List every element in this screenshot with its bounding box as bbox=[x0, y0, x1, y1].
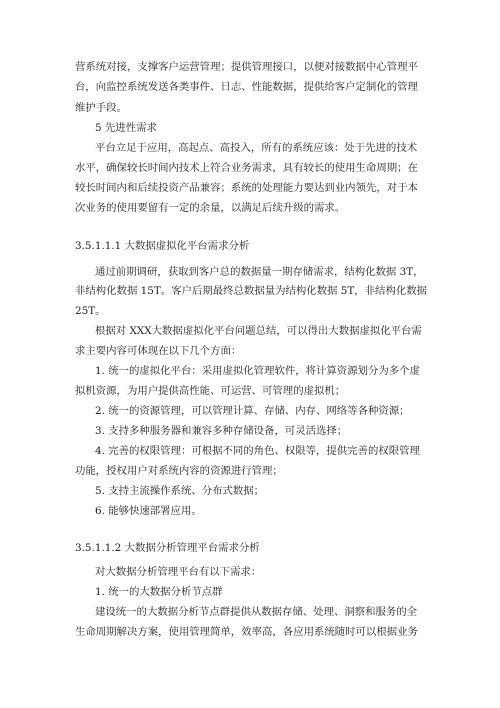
text-line: 水平，确保较长时间内技术上符合业务需求，具有较长的使用生命周期；在 bbox=[75, 162, 418, 174]
text-line: 通过前期调研，获取到客户总的数据量一期存储需求，结构化数据 3T， bbox=[95, 266, 424, 278]
text-line: 营系统对接，支撑客户运营管理；提供管理接口，以便对接数据中心管理平 bbox=[75, 61, 418, 73]
subsection-heading: 3.5.1.1.2 大数据分析管理平台需求分析 bbox=[75, 542, 260, 554]
text-line: 较长时间内和后续投资产品兼容；系统的处理能力要达到业内领先，对于本 bbox=[75, 182, 418, 194]
text-line: 对大数据分析管理平台有以下需求： bbox=[95, 566, 262, 578]
text-line: 非结构化数据 15T。客户后期最终总数据量为结构化数据 5T，非结构化数据 bbox=[75, 285, 428, 297]
text-line: 维护手段。 bbox=[75, 102, 127, 114]
list-item: 6. 能够快速部署应用。 bbox=[95, 505, 202, 517]
list-item: 4. 完善的权限管理：可根据不同的角色、权限等，提供完善的权限管理 bbox=[95, 445, 420, 457]
section-heading: 5 先进性需求 bbox=[95, 122, 157, 134]
text-line: 根据对 XXX大数据虚拟化平台问题总结，可以得出大数据虚拟化平台需 bbox=[95, 325, 422, 337]
list-item: 1. 统一的虚拟化平台：采用虚拟化管理软件，将计算资源划分为多个虚 bbox=[95, 365, 420, 377]
subsection-heading: 3.5.1.1.1 大数据虚拟化平台需求分析 bbox=[75, 240, 250, 252]
list-item: 3. 支持多种服务器和兼容多种存储设备，可灵活选择； bbox=[95, 425, 348, 437]
list-item: 5. 支持主流操作系统、分布式数据； bbox=[95, 485, 265, 497]
text-line: 平台立足于应用，高起点、高投入，所有的系统应该：处于先进的技术 bbox=[95, 142, 418, 154]
text-line: 拟机资源，为用户提供高性能、可运营、可管理的虚拟机； bbox=[75, 385, 346, 397]
list-item: 2. 统一的资源管理，可以管理计算、存储、内存、网络等各种资源； bbox=[95, 405, 410, 417]
text-line: 生命周期解决方案，使用管理简单，效率高，各应用系统随时可以根据业务 bbox=[75, 626, 418, 638]
text-line: 25T。 bbox=[75, 305, 106, 317]
text-line: 功能，授权用户对系统内容的资源进行管理； bbox=[75, 465, 283, 477]
text-line: 次业务的使用要留有一定的余量，以满足后续升级的需求。 bbox=[75, 202, 346, 214]
list-item: 1. 统一的大数据分析节点群 bbox=[95, 586, 223, 598]
text-line: 建设统一的大数据分析节点群提供从数据存储、处理、洞察和服务的全 bbox=[95, 606, 418, 618]
text-line: 台，向监控系统发送各类事件、日志、性能数据，提供给客户定制化的管理 bbox=[75, 81, 418, 93]
text-line: 求主要内容可体现在以下几个方面： bbox=[75, 345, 242, 357]
